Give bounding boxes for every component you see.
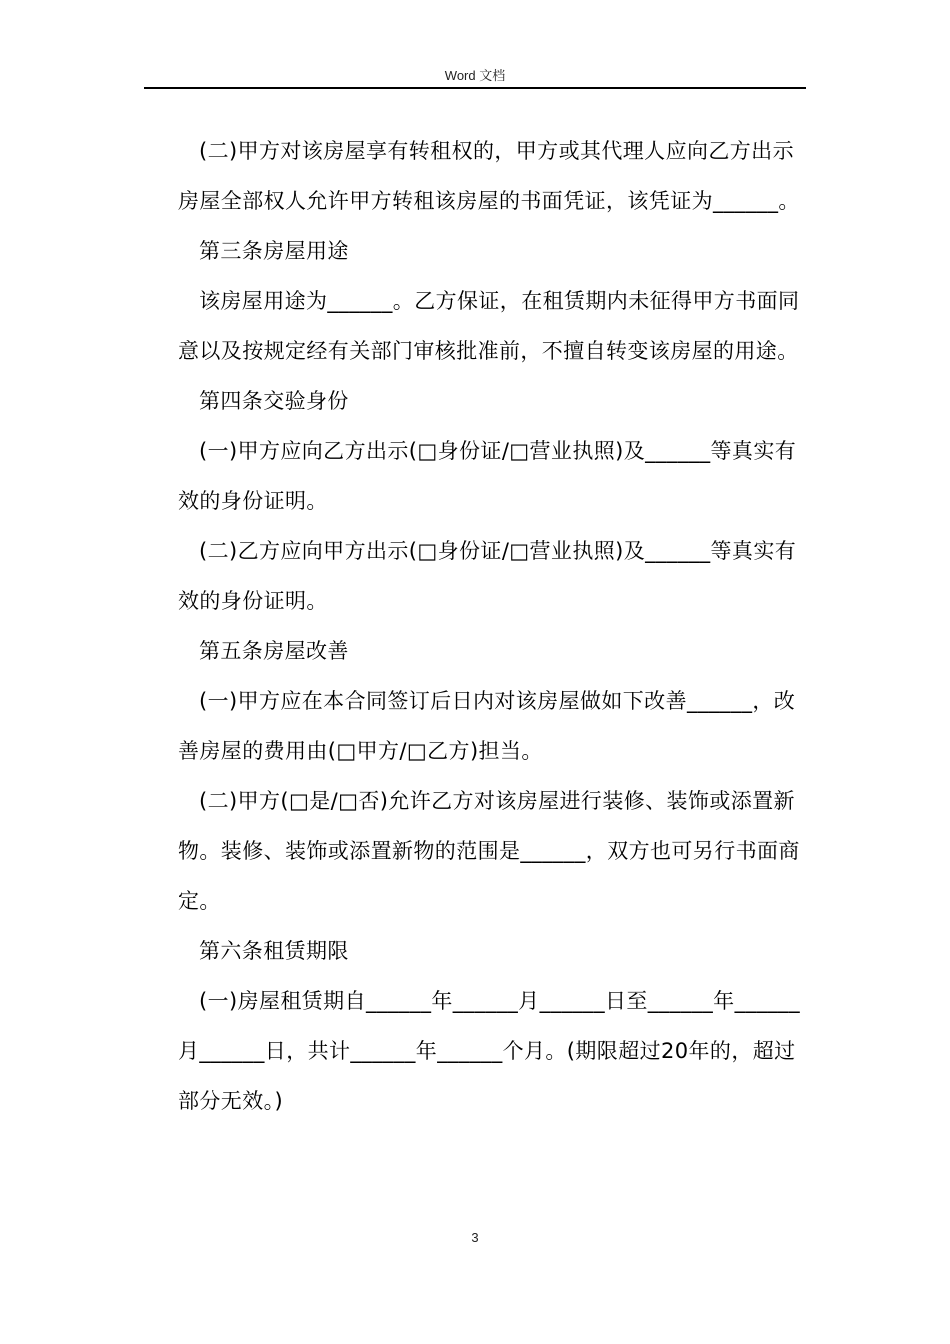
paragraph-lessee-identity: (二)乙方应向甲方出示(□身份证/□营业执照)及______等真实有效的身份证明。 — [178, 539, 797, 613]
heading-article-6: 第六条租赁期限 — [199, 939, 349, 963]
paragraph-sublease-proof: (二)甲方对该房屋享有转租权的，甲方或其代理人应向乙方出示房屋全部权人允许甲方转租该房屋的书面凭证，该凭证为______。 — [178, 139, 800, 213]
page-number: 3 — [471, 1230, 479, 1245]
paragraph-house-usage: 该房屋用途为______。乙方保证，在租赁期内未征得甲方书面同意以及按规定经有关部门审核批准前，不擅自转变该房屋的用途。 — [178, 289, 800, 363]
page-header: Word 文档 — [444, 68, 506, 83]
paragraph-lessor-identity: (一)甲方应向乙方出示(□身份证/□营业执照)及______等真实有效的身份证明。 — [178, 439, 797, 513]
header-divider — [144, 87, 806, 89]
paragraph-lease-term: (一)房屋租赁期自______年______月______日至______年______月______日，共计______年______个月。(期限超过20年的，超过部分无效。) — [178, 989, 800, 1113]
paragraph-improvement: (一)甲方应在本合同签订后日内对该房屋做如下改善______，改善房屋的费用由(□甲方/□乙方)担当。 — [178, 689, 796, 763]
document-body — [178, 126, 804, 1126]
heading-article-3: 第三条房屋用途 — [199, 239, 349, 263]
heading-article-5: 第五条房屋改善 — [199, 639, 349, 663]
heading-article-4: 第四条交验身份 — [199, 389, 349, 413]
paragraph-decoration: (二)甲方(□是/□否)允许乙方对该房屋进行装修、装饰或添置新物。装修、装饰或添置新物的范围是______，双方也可另行书面商定。 — [178, 789, 800, 913]
